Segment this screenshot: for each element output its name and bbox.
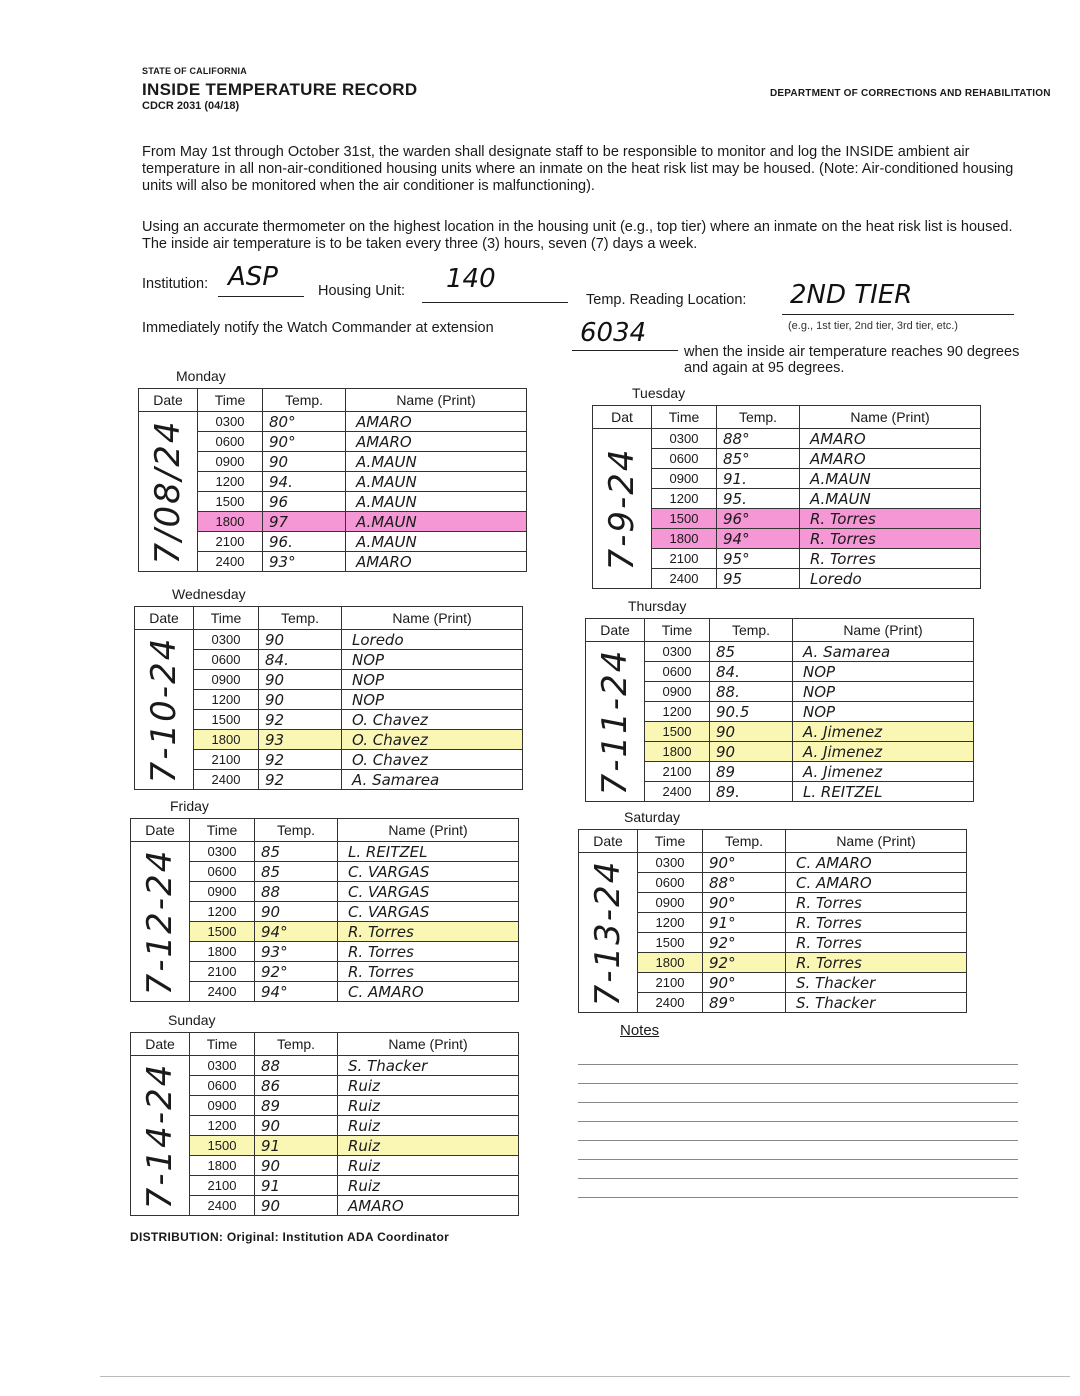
temp-cell[interactable]: 89 (710, 762, 793, 782)
name-cell[interactable]: AMARO (346, 432, 527, 452)
time-cell: 1200 (652, 489, 717, 509)
name-cell[interactable]: L. REITZEL (793, 782, 974, 802)
name-cell[interactable]: R. Torres (786, 893, 967, 913)
name-cell[interactable]: NOP (793, 702, 974, 722)
table-row (586, 642, 974, 662)
time-cell: 1500 (652, 509, 717, 529)
name-cell[interactable]: A.MAUN (346, 492, 527, 512)
day-label: Saturday (624, 809, 681, 825)
notes-label: Notes (620, 1022, 660, 1039)
date-value: 7-11-24 (595, 648, 635, 795)
name-cell[interactable]: AMARO (338, 1196, 519, 1216)
time-cell: 0900 (638, 893, 703, 913)
notes-line[interactable] (578, 1197, 1018, 1198)
temp-cell[interactable]: 90 (259, 690, 342, 710)
date-cell[interactable] (579, 853, 638, 1013)
time-cell: 1800 (190, 942, 255, 962)
temp-cell[interactable]: 88° (703, 873, 786, 893)
temp-cell[interactable]: 85° (717, 449, 800, 469)
temp-cell[interactable]: 89. (710, 782, 793, 802)
name-cell[interactable]: Ruiz (338, 1076, 519, 1096)
time-cell: 0900 (194, 670, 259, 690)
temp-cell[interactable]: 90 (710, 722, 793, 742)
temperature-table (585, 618, 974, 802)
name-cell[interactable]: A. Jimenez (793, 722, 974, 742)
temp-cell[interactable]: 90 (259, 670, 342, 690)
column-header-temp: Temp. (263, 389, 346, 412)
temp-cell[interactable]: 84. (710, 662, 793, 682)
time-cell: 2400 (190, 1196, 255, 1216)
name-cell[interactable]: AMARO (800, 429, 981, 449)
form-title: INSIDE TEMPERATURE RECORD (142, 80, 418, 99)
name-cell[interactable]: AMARO (800, 449, 981, 469)
table-row (579, 853, 967, 873)
temp-cell[interactable]: 90° (703, 853, 786, 873)
time-cell: 0300 (194, 630, 259, 650)
date-value: 7-13-24 (588, 859, 628, 1006)
column-header-date: Date (139, 389, 198, 412)
temp-cell[interactable]: 96. (263, 532, 346, 552)
temp-cell[interactable]: 91 (255, 1136, 338, 1156)
temp-cell[interactable]: 92° (703, 953, 786, 973)
state-label: STATE OF CALIFORNIA (142, 66, 247, 76)
time-cell: 0900 (645, 682, 710, 702)
temp-cell[interactable]: 88 (255, 882, 338, 902)
date-cell[interactable] (139, 412, 198, 572)
temp-cell[interactable]: 92° (255, 962, 338, 982)
institution-line (218, 296, 304, 297)
name-cell[interactable]: Ruiz (338, 1096, 519, 1116)
temp-cell[interactable]: 97 (263, 512, 346, 532)
time-cell: 1200 (645, 702, 710, 722)
table-header-row (579, 830, 967, 853)
temp-cell[interactable]: 93° (263, 552, 346, 572)
name-cell[interactable]: R. Torres (786, 913, 967, 933)
date-value: 7/08/24 (148, 418, 188, 565)
time-cell: 1200 (194, 690, 259, 710)
temp-cell[interactable]: 80° (263, 412, 346, 432)
day-label: Monday (176, 368, 226, 384)
temp-cell[interactable]: 92 (259, 750, 342, 770)
temp-cell[interactable]: 89° (703, 993, 786, 1013)
table-header-row (131, 819, 519, 842)
location-label: Temp. Reading Location: (586, 292, 747, 308)
temp-cell[interactable]: 85 (710, 642, 793, 662)
time-cell: 1500 (198, 492, 263, 512)
time-cell: 2100 (645, 762, 710, 782)
temp-cell[interactable]: 90° (263, 432, 346, 452)
table-header-row (135, 607, 523, 630)
temp-cell[interactable]: 90 (255, 902, 338, 922)
time-cell: 2100 (198, 532, 263, 552)
temp-cell[interactable]: 96 (263, 492, 346, 512)
time-cell: 0300 (645, 642, 710, 662)
time-cell: 2400 (652, 569, 717, 589)
time-cell: 0900 (190, 882, 255, 902)
column-header-time: Time (198, 389, 263, 412)
name-cell[interactable]: R. Torres (338, 942, 519, 962)
name-cell[interactable]: C. AMARO (786, 873, 967, 893)
column-header-name: Name (Print) (800, 406, 981, 429)
temperature-table (130, 1032, 519, 1216)
extension-value[interactable]: 6034 (580, 318, 647, 348)
date-cell[interactable] (131, 842, 190, 1002)
name-cell[interactable]: NOP (342, 690, 523, 710)
name-cell[interactable]: A.MAUN (346, 532, 527, 552)
temp-cell[interactable]: 94° (717, 529, 800, 549)
page-bottom-line (100, 1376, 1070, 1377)
notify-prefix: Immediately notify the Watch Commander at extension (142, 320, 494, 336)
name-cell[interactable]: Ruiz (338, 1176, 519, 1196)
name-cell[interactable]: Ruiz (338, 1156, 519, 1176)
name-cell[interactable]: A. Samarea (793, 642, 974, 662)
time-cell: 2400 (194, 770, 259, 790)
temp-cell[interactable]: 90 (255, 1156, 338, 1176)
name-cell[interactable]: A.MAUN (800, 489, 981, 509)
table-row (593, 429, 981, 449)
name-cell[interactable]: C. VARGAS (338, 862, 519, 882)
time-cell: 1500 (638, 933, 703, 953)
name-cell[interactable]: R. Torres (786, 953, 967, 973)
time-cell: 1200 (638, 913, 703, 933)
time-cell: 0600 (645, 662, 710, 682)
date-cell[interactable] (586, 642, 645, 802)
intro-paragraph-2: Using an accurate thermometer on the highest location in the housing unit (e.g., top tier) where an inmate on the heat risk list is housed. The inside air temperature is to be taken every three (3) hours, seven (7) days a week. (142, 219, 1013, 252)
notes-line[interactable] (578, 1064, 1018, 1065)
temp-cell[interactable]: 88° (717, 429, 800, 449)
name-cell[interactable]: A. Samarea (342, 770, 523, 790)
table-row (135, 630, 523, 650)
table-header-row (593, 406, 981, 429)
name-cell[interactable]: NOP (793, 682, 974, 702)
column-header-temp: Temp. (259, 607, 342, 630)
column-header-date: Date (579, 830, 638, 853)
name-cell[interactable]: R. Torres (786, 933, 967, 953)
time-cell: 1800 (645, 742, 710, 762)
time-cell: 0300 (638, 853, 703, 873)
intro-paragraph-1: From May 1st through October 31st, the warden shall designate staff to be responsible to monitor and log the INSIDE ambient air temperature in all non-air-conditioned housing units where an inmate on the heat risk list may be housed. (Note: Air-conditioned housing units will also be monitored when the air conditioner is malfunctioning). (142, 144, 1014, 194)
temp-cell[interactable]: 90° (703, 973, 786, 993)
day-label: Thursday (628, 598, 687, 614)
time-cell: 0600 (190, 1076, 255, 1096)
time-cell: 0600 (194, 650, 259, 670)
temp-cell[interactable]: 93 (259, 730, 342, 750)
table-row (131, 842, 519, 862)
temp-cell[interactable]: 92 (259, 710, 342, 730)
notes-line[interactable] (578, 1159, 1018, 1160)
column-header-name: Name (Print) (793, 619, 974, 642)
temp-cell[interactable]: 91° (703, 913, 786, 933)
temperature-table (592, 405, 981, 589)
name-cell[interactable]: Loredo (342, 630, 523, 650)
name-cell[interactable]: C. AMARO (338, 982, 519, 1002)
column-header-name: Name (Print) (342, 607, 523, 630)
name-cell[interactable]: R. Torres (800, 509, 981, 529)
time-cell: 2400 (190, 982, 255, 1002)
time-cell: 1800 (194, 730, 259, 750)
temperature-table (134, 606, 523, 790)
name-cell[interactable]: O. Chavez (342, 750, 523, 770)
column-header-date: Date (131, 819, 190, 842)
name-cell[interactable]: C. AMARO (786, 853, 967, 873)
temperature-table (578, 829, 967, 1013)
notes-line[interactable] (578, 1140, 1018, 1141)
day-label: Sunday (168, 1012, 216, 1028)
time-cell: 0300 (190, 1056, 255, 1076)
name-cell[interactable]: R. Torres (338, 962, 519, 982)
department-name: DEPARTMENT OF CORRECTIONS AND REHABILITATION (770, 88, 1051, 99)
temp-cell[interactable]: 91 (255, 1176, 338, 1196)
name-cell[interactable]: Ruiz (338, 1116, 519, 1136)
date-cell[interactable] (135, 630, 194, 790)
temp-cell[interactable]: 90 (710, 742, 793, 762)
temp-cell[interactable]: 86 (255, 1076, 338, 1096)
time-cell: 0600 (190, 862, 255, 882)
time-cell: 1500 (190, 922, 255, 942)
time-cell: 2400 (645, 782, 710, 802)
housing-unit-line (422, 302, 568, 303)
date-value: 7-12-24 (140, 848, 180, 995)
name-cell[interactable]: O. Chavez (342, 730, 523, 750)
column-header-temp: Temp. (255, 819, 338, 842)
column-header-date: Date (135, 607, 194, 630)
temp-cell[interactable]: 90 (259, 630, 342, 650)
temp-cell[interactable]: 95° (717, 549, 800, 569)
name-cell[interactable]: AMARO (346, 552, 527, 572)
form-number: CDCR 2031 (04/18) (142, 100, 240, 112)
name-cell[interactable]: Loredo (800, 569, 981, 589)
time-cell: 0900 (190, 1096, 255, 1116)
location-example: (e.g., 1st tier, 2nd tier, 3rd tier, etc.) (788, 320, 958, 332)
column-header-temp: Temp. (710, 619, 793, 642)
column-header-temp: Temp. (255, 1033, 338, 1056)
date-cell[interactable] (593, 429, 652, 589)
time-cell: 1500 (190, 1136, 255, 1156)
time-cell: 2100 (652, 549, 717, 569)
time-cell: 2100 (190, 1176, 255, 1196)
temp-cell[interactable]: 85 (255, 862, 338, 882)
time-cell: 1500 (194, 710, 259, 730)
name-cell[interactable]: A. Jimenez (793, 742, 974, 762)
temperature-table (130, 818, 519, 1002)
time-cell: 0600 (638, 873, 703, 893)
column-header-time: Time (190, 819, 255, 842)
date-value: 7-14-24 (140, 1062, 180, 1209)
temp-cell[interactable]: 84. (259, 650, 342, 670)
time-cell: 1200 (190, 1116, 255, 1136)
temperature-table (138, 388, 527, 572)
temp-cell[interactable]: 95. (717, 489, 800, 509)
time-cell: 2100 (190, 962, 255, 982)
column-header-time: Time (652, 406, 717, 429)
column-header-temp: Temp. (703, 830, 786, 853)
name-cell[interactable]: O. Chavez (342, 710, 523, 730)
location-value[interactable]: 2ND TIER (790, 280, 913, 310)
temp-cell[interactable]: 92° (703, 933, 786, 953)
time-cell: 0900 (652, 469, 717, 489)
name-cell[interactable]: AMARO (346, 412, 527, 432)
notes-line[interactable] (578, 1102, 1018, 1103)
name-cell[interactable]: S. Thacker (786, 993, 967, 1013)
distribution-note: DISTRIBUTION: Original: Institution ADA Coordinator (130, 1230, 450, 1244)
column-header-name: Name (Print) (338, 1033, 519, 1056)
temp-cell[interactable]: 91. (717, 469, 800, 489)
name-cell[interactable]: NOP (793, 662, 974, 682)
date-cell[interactable] (131, 1056, 190, 1216)
temp-cell[interactable]: 94° (255, 922, 338, 942)
name-cell[interactable]: R. Torres (800, 529, 981, 549)
temp-cell[interactable]: 90° (703, 893, 786, 913)
table-header-row (131, 1033, 519, 1056)
temp-cell[interactable]: 96° (717, 509, 800, 529)
temp-cell[interactable]: 88. (710, 682, 793, 702)
name-cell[interactable]: Ruiz (338, 1136, 519, 1156)
notes-line[interactable] (578, 1121, 1018, 1122)
column-header-name: Name (Print) (346, 389, 527, 412)
notes-line[interactable] (578, 1083, 1018, 1084)
time-cell: 0300 (652, 429, 717, 449)
name-cell[interactable]: A.MAUN (346, 512, 527, 532)
table-row (131, 1056, 519, 1076)
temp-cell[interactable]: 90 (263, 452, 346, 472)
housing-unit-value[interactable]: 140 (446, 264, 496, 294)
column-header-temp: Temp. (717, 406, 800, 429)
day-label: Wednesday (172, 586, 246, 602)
name-cell[interactable]: NOP (342, 650, 523, 670)
temp-cell[interactable]: 90.5 (710, 702, 793, 722)
name-cell[interactable]: A.MAUN (346, 452, 527, 472)
institution-value[interactable]: ASP (228, 262, 278, 292)
column-header-time: Time (190, 1033, 255, 1056)
temp-cell[interactable]: 88 (255, 1056, 338, 1076)
notes-line[interactable] (578, 1178, 1018, 1179)
temp-cell[interactable]: 90 (255, 1116, 338, 1136)
column-header-date: Dat (593, 406, 652, 429)
time-cell: 0900 (198, 452, 263, 472)
temp-cell[interactable]: 93° (255, 942, 338, 962)
name-cell[interactable]: A. Jimenez (793, 762, 974, 782)
column-header-time: Time (638, 830, 703, 853)
column-header-name: Name (Print) (786, 830, 967, 853)
time-cell: 1200 (198, 472, 263, 492)
name-cell[interactable]: R. Torres (800, 549, 981, 569)
name-cell[interactable]: NOP (342, 670, 523, 690)
temp-cell[interactable]: 94. (263, 472, 346, 492)
day-label: Friday (170, 798, 209, 814)
temp-cell[interactable]: 92 (259, 770, 342, 790)
table-header-row (586, 619, 974, 642)
time-cell: 0300 (190, 842, 255, 862)
time-cell: 1800 (652, 529, 717, 549)
date-value: 7-10-24 (144, 636, 184, 783)
time-cell: 0600 (652, 449, 717, 469)
temp-cell[interactable]: 85 (255, 842, 338, 862)
time-cell: 1200 (190, 902, 255, 922)
time-cell: 2400 (198, 552, 263, 572)
location-line (782, 314, 1014, 315)
time-cell: 1500 (645, 722, 710, 742)
name-cell[interactable]: A.MAUN (346, 472, 527, 492)
column-header-name: Name (Print) (338, 819, 519, 842)
name-cell[interactable]: C. VARGAS (338, 882, 519, 902)
time-cell: 0600 (198, 432, 263, 452)
name-cell[interactable]: A.MAUN (800, 469, 981, 489)
column-header-time: Time (194, 607, 259, 630)
column-header-time: Time (645, 619, 710, 642)
institution-label: Institution: (142, 276, 209, 292)
name-cell[interactable]: S. Thacker (786, 973, 967, 993)
time-cell: 2100 (194, 750, 259, 770)
column-header-date: Date (586, 619, 645, 642)
time-cell: 1800 (190, 1156, 255, 1176)
housing-unit-label: Housing Unit: (318, 283, 406, 299)
temp-cell[interactable]: 94° (255, 982, 338, 1002)
table-row (139, 412, 527, 432)
time-cell: 2400 (638, 993, 703, 1013)
table-header-row (139, 389, 527, 412)
temp-cell[interactable]: 89 (255, 1096, 338, 1116)
time-cell: 0300 (198, 412, 263, 432)
date-value: 7-9-24 (602, 446, 642, 571)
notify-suffix: when the inside air temperature reaches 90 degrees and again at 95 degrees. (684, 344, 1020, 376)
name-cell[interactable]: R. Torres (338, 922, 519, 942)
day-label: Tuesday (632, 385, 686, 401)
column-header-date: Date (131, 1033, 190, 1056)
temp-cell[interactable]: 90 (255, 1196, 338, 1216)
time-cell: 2100 (638, 973, 703, 993)
name-cell[interactable]: L. REITZEL (338, 842, 519, 862)
temp-cell[interactable]: 95 (717, 569, 800, 589)
name-cell[interactable]: C. VARGAS (338, 902, 519, 922)
time-cell: 1800 (198, 512, 263, 532)
time-cell: 1800 (638, 953, 703, 973)
name-cell[interactable]: S. Thacker (338, 1056, 519, 1076)
